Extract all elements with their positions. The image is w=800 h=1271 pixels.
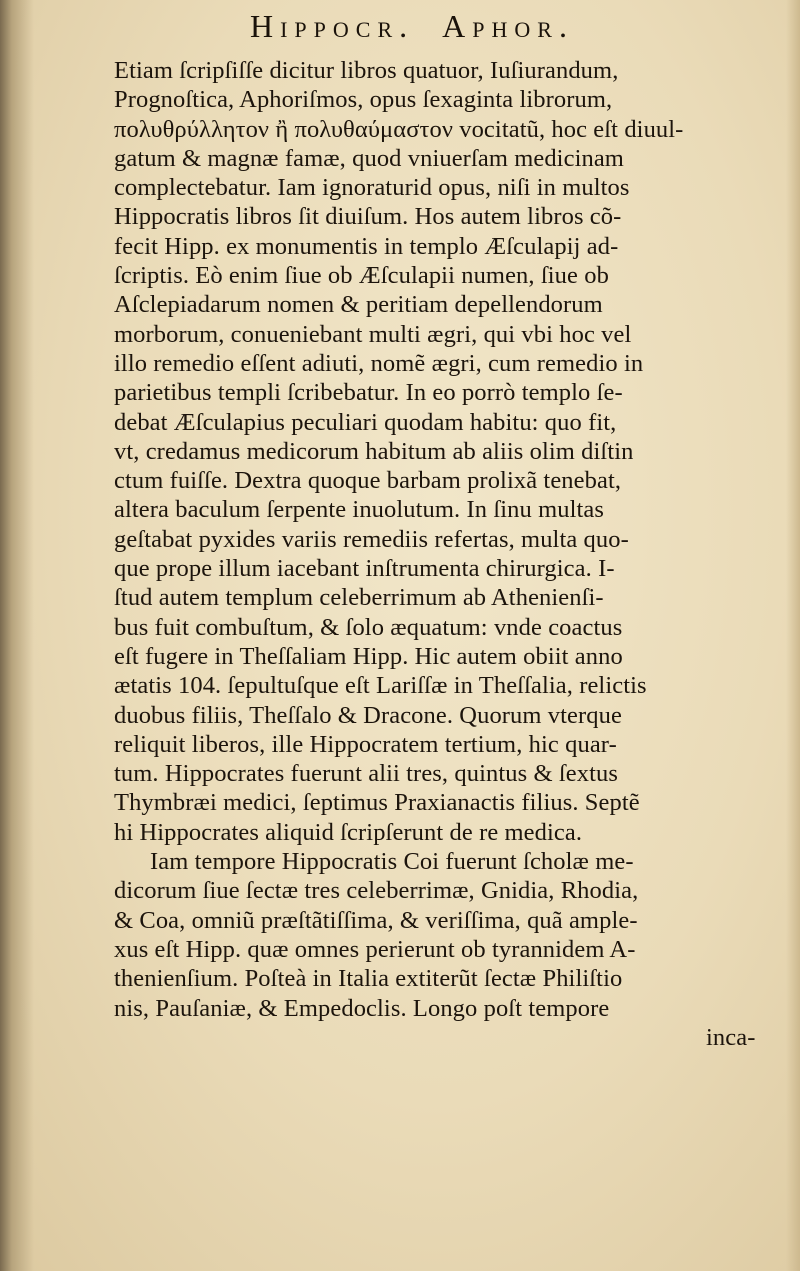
text-line: duobus filiis, Theſſalo & Dracone. Quorum vterque [114,701,622,729]
running-head-right: Aphor. [442,8,574,44]
catchword: inca- [706,1023,756,1051]
text-line: Thymbræi medici, ſeptimus Praxianactis filius. Septẽ [114,789,640,817]
text-line: Etiam ſcripſiſſe dicitur libros quatuor, Iuſiurandum, [114,57,619,84]
text-line: xus eſt Hipp. quæ omnes perierunt ob tyrannidem A- [114,935,636,963]
text-line: parietibus templi ſcribebatur. In eo porrò templo ſe- [114,379,623,407]
text-line: fecit Hipp. ex monumentis in templo Æſculapij ad- [114,232,619,260]
text-line: debat Æſculapius peculiari quodam habitu: quo fit, [114,408,617,436]
paragraph-start-line: Iam tempore Hippocratis Coi fuerunt ſcholæ me- [150,848,634,876]
text-line: altera baculum ſerpente inuolutum. In ſinu multas [114,496,605,524]
text-line: vt, credamus medicorum habitum ab aliis olim diſtin [114,437,634,465]
text-line: Aſclepiadarum nomen & peritiam depellendorum [114,291,603,319]
text-line: que prope illum iacebant inſtrumenta chirurgica. I- [114,555,615,583]
text-line: hi Hippocrates aliquid ſcripſerunt de re medica. [114,818,583,846]
text-line: eſt fugere in Theſſaliam Hipp. Hic autem obiit anno [114,642,623,670]
text-line: reliquit liberos, ille Hippocratem tertium, hic quar- [114,730,617,758]
text-line: πολυθρύλλητον ἢ πολυθαύμαστον vocitatũ, hoc eſt diuul- [114,115,684,143]
text-line: ſcriptis. Eò enim ſiue ob Æſculapii numen, ſiue ob [114,262,609,290]
gutter-shadow [0,0,34,1271]
text-line: dicorum ſiue ſectæ tres celeberrimæ, Gnidia, Rhodia, [114,877,639,905]
text-line: nis, Pauſaniæ, & Empedoclis. Longo poſt tempore [114,994,610,1022]
text-line: ctum fuiſſe. Dextra quoque barbam prolixã tenebat, [114,467,622,495]
page-edge-shading [786,0,800,1271]
text-line: tum. Hippocrates fuerunt alii tres, quintus & ſextus [114,760,618,788]
text-line: morborum, conueniebant multi ægri, qui vbi hoc vel [114,320,632,348]
text-line: Prognoſtica, Aphoriſmos, opus ſexaginta librorum, [114,86,613,114]
running-head-left: Hippocr. [250,8,415,44]
body-text [114,56,786,1052]
text-line: thenienſium. Poſteà in Italia extiterũt ſectæ Philiſtio [114,965,623,993]
text-line: ætatis 104. ſepultuſque eſt Lariſſæ in Theſſalia, relictis [114,672,647,700]
text-line: bus fuit combuſtum, & ſolo æquatum: vnde coactus [114,613,623,641]
text-line: gatum & magnæ famæ, quod vniuerſam medicinam [114,144,624,172]
text-line: illo remedio eſſent adiuti, nomẽ ægri, cum remedio in [114,349,644,377]
text-line: ſtud autem templum celeberrimum ab Athenienſi- [114,584,604,612]
text-line: & Coa, omniũ præſtãtiſſima, & veriſſima, quã ample- [114,906,638,934]
text-line: Hippocratis libros ſit diuiſum. Hos autem libros cõ- [114,203,622,231]
running-head [250,8,630,50]
text-line: geſtabat pyxides variis remediis refertas, multa quo- [114,525,629,553]
text-line: complectebatur. Iam ignoraturid opus, niſi in multos [114,174,630,202]
